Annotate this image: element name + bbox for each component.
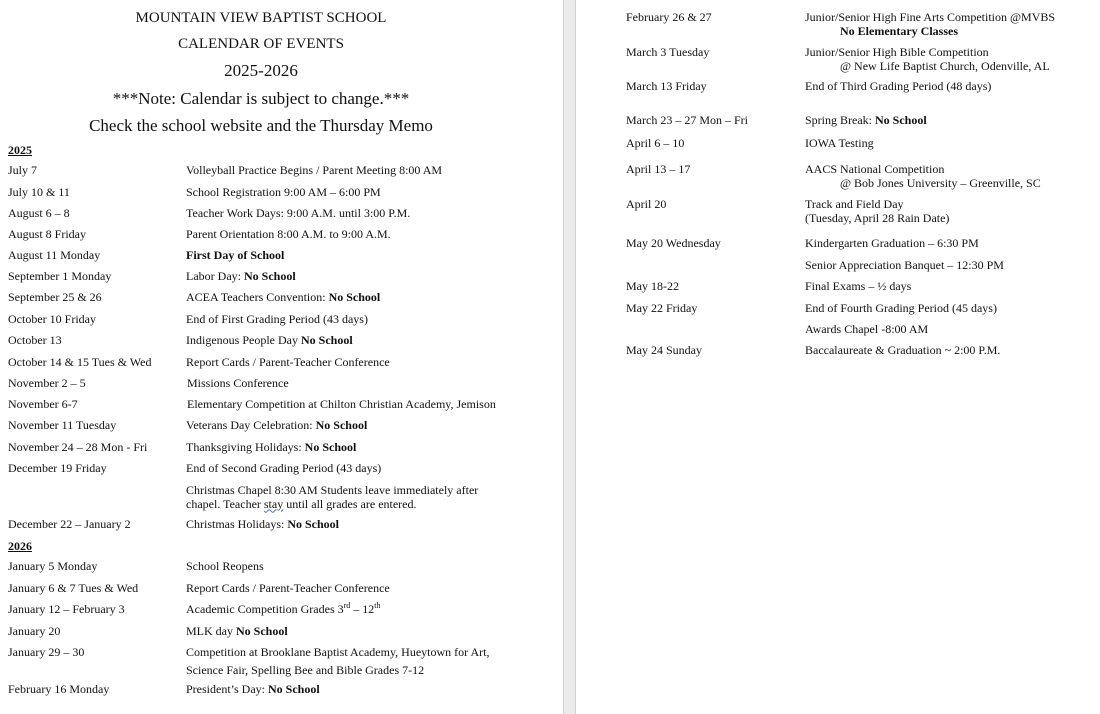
event-date: March 23 – 27 Mon – Fri [626,113,748,127]
event-text: Parent Orientation 8:00 A.M. to 9:00 A.M. [186,227,391,241]
event-date: May 24 Sunday [626,343,702,357]
event-text: End of First Grading Period (43 days) [186,312,368,326]
no-school-label: No School [268,682,320,696]
no-school-label: No School [315,418,368,432]
event-text: Teacher Work Days: 9:00 A.M. until 3:00 P.M. [186,206,411,220]
event-date: April 13 – 17 [626,162,691,176]
event-date: November 24 – 28 Mon - Fri [8,440,148,454]
event-date: October 10 Friday [8,312,96,326]
event-text: Junior/Senior High Fine Arts Competition @MVBS No Elementary Classes [805,11,1095,38]
event-date: January 6 & 7 Tues & Wed [8,581,139,595]
event-text: End of Third Grading Period (48 days) [805,79,992,93]
no-school-label: No School [328,290,381,304]
event-text: Competition at Brooklane Baptist Academy, Hueytown for Art, Science Fair, Spelling Bee and Bible Grades 7-12 [186,645,490,677]
event-text: Awards Chapel -8:00 AM [805,322,929,336]
event-date: October 14 & 15 Tues & Wed [8,355,152,369]
event-date: May 22 Friday [626,301,698,315]
event-date: May 18-22 [626,279,679,293]
event-date: October 13 [8,333,62,347]
document-page-right [576,0,1100,714]
no-school-label: No School [300,333,353,347]
calendar-title: CALENDAR OF EVENTS [178,36,344,52]
change-note: ***Note: Calendar is subject to change.*** [112,89,410,108]
no-school-label: No School [236,624,288,638]
event-text: End of Fourth Grading Period (45 days) [805,301,997,315]
event-date: December 22 – January 2 [8,517,131,531]
event-date: September 1 Monday [8,269,112,283]
event-text: Thanksgiving Holidays: No School [186,440,357,454]
event-text: Senior Appreciation Banquet – 12:30 PM [805,258,1004,272]
no-school-label: No School [304,440,357,454]
memo-note: Check the school website and the Thursday Memo [89,116,433,135]
event-date: March 3 Tuesday [626,45,710,59]
event-date: February 16 Monday [8,682,110,696]
event-text: Report Cards / Parent-Teacher Conference [186,581,390,595]
spellcheck-word: stay [263,496,284,511]
event-text: Junior/Senior High Bible Competition @ New Life Baptist Church, Odenville, AL [805,45,1050,73]
event-date: September 25 & 26 [8,290,102,304]
event-date: February 26 & 27 [626,10,712,24]
event-text: MLK day No School [186,624,288,638]
event-date: December 19 Friday [8,461,107,475]
event-date: November 6-7 [8,397,78,411]
year-heading-2026: 2026 [8,539,32,553]
no-school-label: No School [243,269,296,283]
event-text: Veterans Day Celebration: No School [186,418,368,432]
event-date: January 29 – 30 [8,645,85,659]
event-text: AACS National Competition @ Bob Jones University – Greenville, SC [805,162,1041,190]
event-date: January 12 – February 3 [8,602,125,616]
event-text: Indigenous People Day No School [186,333,353,347]
event-text: Labor Day: No School [186,269,296,283]
event-text: Elementary Competition at Chilton Christian Academy, Jemison [187,397,496,411]
event-text: President’s Day: No School [186,682,320,696]
event-date: August 6 – 8 [8,206,70,220]
event-date: August 11 Monday [8,248,101,262]
event-text: Baccalaureate & Graduation ~ 2:00 P.M. [805,343,1001,357]
event-date: March 13 Friday [626,79,707,93]
school-name: MOUNTAIN VIEW BAPTIST SCHOOL [135,10,387,26]
event-date: April 20 [626,197,667,211]
event-text: Missions Conference [187,376,289,390]
event-date: May 20 Wednesday [626,236,721,250]
event-text: End of Second Grading Period (43 days) [186,461,382,475]
event-date: July 7 [8,163,38,177]
no-school-label: No School [875,113,927,127]
event-text: Kindergarten Graduation – 6:30 PM [805,236,979,250]
event-text: Volleyball Practice Begins / Parent Meeting 8:00 AM [186,163,443,177]
page-gutter [563,0,576,714]
event-text: Christmas Holidays: No School [186,517,340,531]
event-date: January 5 Monday [8,559,98,573]
event-date: November 11 Tuesday [8,418,117,432]
event-text: First Day of School [186,248,285,262]
event-date: April 6 – 10 [626,136,685,150]
event-date: November 2 – 5 [8,376,86,390]
event-text: ACEA Teachers Convention: No School [186,290,381,304]
event-text: Report Cards / Parent-Teacher Conference [186,355,390,369]
year-heading-2025: 2025 [8,143,32,157]
event-text: Final Exams – ½ days [805,279,912,293]
event-date: August 8 Friday [8,227,86,241]
event-text: School Reopens [186,559,264,573]
event-text: Track and Field Day (Tuesday, April 28 Rain Date) [805,197,950,225]
event-date: July 10 & 11 [8,185,70,199]
no-elementary-label: No Elementary Classes [840,23,958,38]
event-date: January 20 [8,624,61,638]
no-school-label: No School [287,517,340,531]
school-year: 2025-2026 [224,61,298,80]
event-text: School Registration 9:00 AM – 6:00 PM [186,185,381,199]
event-text: Spring Break: No School [805,113,927,127]
event-text: IOWA Testing [805,136,874,150]
event-text: Christmas Chapel 8:30 AM Students leave immediately after chapel. Teacher stay until all grades are entered. [186,483,479,511]
event-text: Academic Competition Grades 3rd – 12th [186,601,381,616]
